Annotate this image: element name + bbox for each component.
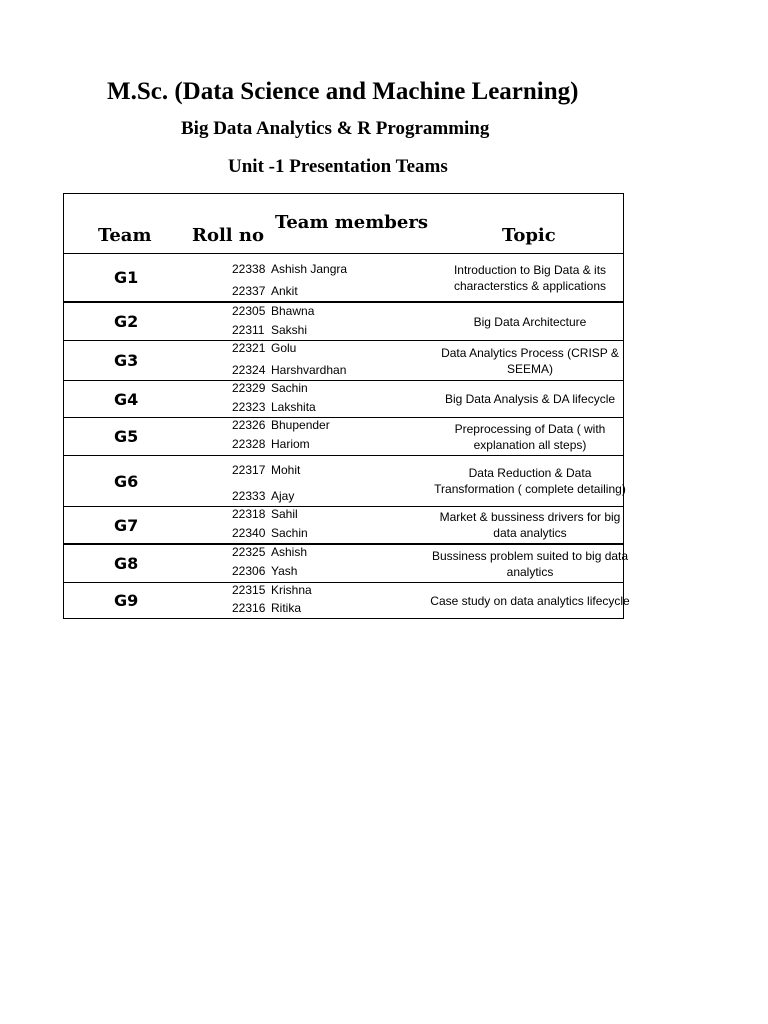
course-subtitle: Big Data Analytics & R Programming bbox=[181, 118, 490, 139]
table-row bbox=[64, 303, 623, 341]
table-row bbox=[64, 507, 623, 545]
member-name: Krishna bbox=[271, 583, 312, 597]
member-entry bbox=[232, 341, 296, 355]
table-row bbox=[64, 456, 626, 507]
member-entry bbox=[232, 583, 312, 597]
topic-cell: Introduction to Big Data & its characterstics & applications bbox=[453, 262, 607, 293]
member-entry bbox=[232, 262, 347, 276]
team-cell: G7 bbox=[114, 515, 139, 535]
roll-number: 22317 bbox=[232, 463, 266, 477]
member-entry bbox=[232, 418, 330, 432]
roll-number: 22326 bbox=[232, 418, 266, 432]
roll-number: 22329 bbox=[232, 381, 266, 395]
roll-number: 22337 bbox=[232, 284, 266, 298]
roll-number: 22311 bbox=[232, 323, 265, 337]
topic-cell: Market & bussiness drivers for big data analytics bbox=[439, 510, 621, 540]
roll-number: 22321 bbox=[232, 341, 266, 355]
member-name: Lakshita bbox=[271, 400, 316, 414]
table-row bbox=[64, 545, 629, 583]
column-header-roll: Roll no bbox=[192, 225, 264, 246]
roll-number: 22340 bbox=[232, 526, 266, 540]
team-cell: G9 bbox=[114, 591, 139, 610]
member-entry bbox=[232, 363, 346, 377]
member-name: Yash bbox=[271, 564, 298, 578]
table-row bbox=[64, 418, 623, 456]
member-entry bbox=[232, 507, 298, 521]
member-name: Harshvardhan bbox=[271, 363, 347, 377]
teams-table bbox=[63, 193, 630, 619]
roll-number: 22324 bbox=[232, 363, 266, 377]
member-entry bbox=[232, 601, 301, 615]
member-name: Hariom bbox=[271, 437, 310, 451]
member-name: Sachin bbox=[271, 526, 308, 540]
roll-number: 22325 bbox=[232, 545, 266, 559]
member-entry bbox=[232, 323, 307, 337]
column-header-team: Team bbox=[98, 225, 152, 246]
team-cell: G8 bbox=[114, 554, 139, 573]
member-name: Golu bbox=[271, 341, 297, 355]
table-row bbox=[64, 381, 623, 418]
roll-number: 22338 bbox=[232, 262, 266, 276]
member-name: Ashish bbox=[271, 545, 308, 559]
page-title: M.Sc. (Data Science and Machine Learning) bbox=[107, 78, 579, 105]
member-name: Ritika bbox=[271, 601, 302, 615]
member-name: Sahil bbox=[271, 507, 298, 521]
member-entry bbox=[232, 400, 316, 414]
member-name: Sachin bbox=[271, 381, 308, 395]
topic-cell: Preprocessing of Data ( with explanation all steps) bbox=[454, 421, 606, 452]
topic-cell: Data Reduction & Data Transformation ( complete detailing) bbox=[434, 466, 626, 496]
roll-number: 22315 bbox=[232, 583, 266, 597]
roll-number: 22323 bbox=[232, 400, 266, 414]
unit-heading: Unit -1 Presentation Teams bbox=[228, 156, 448, 177]
topic-cell: Big Data Analysis & DA lifecycle bbox=[444, 392, 616, 406]
member-entry bbox=[232, 284, 298, 298]
member-entry bbox=[232, 526, 308, 540]
member-name: Ashish Jangra bbox=[271, 262, 348, 276]
member-entry bbox=[232, 381, 308, 395]
member-entry bbox=[232, 437, 310, 451]
team-cell: G4 bbox=[114, 389, 139, 409]
table-row bbox=[64, 341, 623, 381]
topic-cell: Data Analytics Process (CRISP & SEEMA) bbox=[441, 345, 619, 376]
table-header bbox=[64, 194, 623, 254]
column-header-members: Team members bbox=[275, 212, 428, 233]
roll-number: 22305 bbox=[232, 304, 266, 318]
team-cell: G1 bbox=[114, 268, 139, 287]
roll-number: 22328 bbox=[232, 437, 266, 451]
team-cell: G3 bbox=[114, 351, 139, 370]
roll-number: 22333 bbox=[232, 489, 266, 503]
table-row bbox=[64, 583, 630, 618]
member-entry bbox=[232, 564, 297, 578]
topic-cell: Bussiness problem suited to big data analytics bbox=[431, 548, 629, 579]
member-entry bbox=[232, 489, 294, 503]
team-cell: G2 bbox=[114, 312, 139, 331]
member-name: Bhawna bbox=[271, 304, 315, 318]
roll-number: 22306 bbox=[232, 564, 266, 578]
roll-number: 22316 bbox=[232, 601, 266, 615]
member-entry bbox=[232, 545, 307, 559]
member-name: Mohit bbox=[271, 463, 301, 477]
column-header-topic: Topic bbox=[502, 225, 556, 246]
member-entry bbox=[232, 304, 314, 318]
table-row bbox=[64, 254, 623, 303]
member-name: Sakshi bbox=[271, 323, 308, 337]
team-cell: G5 bbox=[114, 427, 139, 446]
roll-number: 22318 bbox=[232, 507, 266, 521]
member-entry bbox=[232, 463, 300, 477]
member-name: Ankit bbox=[271, 284, 298, 298]
topic-cell: Case study on data analytics lifecycle bbox=[430, 593, 630, 608]
topic-cell: Big Data Architecture bbox=[473, 314, 587, 329]
team-cell: G6 bbox=[114, 471, 139, 491]
member-name: Ajay bbox=[271, 489, 295, 503]
member-name: Bhupender bbox=[271, 418, 330, 432]
